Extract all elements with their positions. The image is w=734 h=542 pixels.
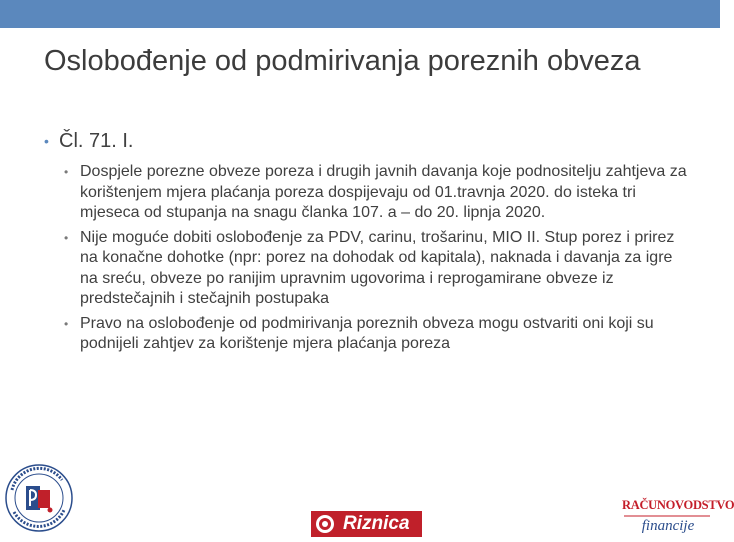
bullet-dot-icon: • xyxy=(64,316,69,331)
riznica-logo-text: Riznica xyxy=(343,513,410,534)
sub-bullet-text: Dospjele porezne obveze poreza i drugih javnih davanja koje podnositelju zahtjeva za korištenjem mjera plaćanja poreza dospijevaju od 01.travnja 2020. do isteka tri mjeseca od stupanja na snagu članka 107. a – do 20. lipnja 2020. xyxy=(80,163,687,221)
bullet-dot-icon: • xyxy=(44,133,49,149)
top-accent-bar xyxy=(0,0,720,28)
logo-word-financije: financije xyxy=(641,518,695,534)
sub-bullet-text: Pravo na oslobođenje od podmirivanja poreznih obveza mogu ostvariti oni koji su podnijeli zahtjev za korištenje mjera plaćanja poreza xyxy=(80,314,654,352)
bullet-dot-icon: • xyxy=(64,230,69,245)
bullet-dot-icon: • xyxy=(64,165,69,179)
slide-content xyxy=(44,128,694,359)
sub-bullet-text: Nije moguće dobiti oslobođenje za PDV, carinu, trošarinu, MIO II. Stup porez i prirez na konačne dohotke (npr: porez na dohodak od kapitala), naknada i davanja za igre na sreću, obveze po ranijim upravnim ugovorima i reprogamirane obveze iz predstečajnih i stečajnih postupaka xyxy=(80,228,675,307)
bullet-level-1 xyxy=(44,128,694,154)
bullet-label: Čl. 71. I. xyxy=(59,130,134,152)
racunovodstvo-financije-logo xyxy=(618,494,734,540)
association-seal-logo xyxy=(4,462,74,534)
slide-title: Oslobođenje od podmirivanja poreznih obveza xyxy=(44,45,641,77)
sub-bullet-item xyxy=(64,162,694,224)
sub-bullet-item xyxy=(64,314,694,355)
logo-word-racunovodstvo: RAČUNOVODSTVO xyxy=(622,498,734,512)
riznica-logo xyxy=(311,511,422,537)
sub-bullet-list xyxy=(64,162,694,355)
sub-bullet-item xyxy=(64,228,694,310)
